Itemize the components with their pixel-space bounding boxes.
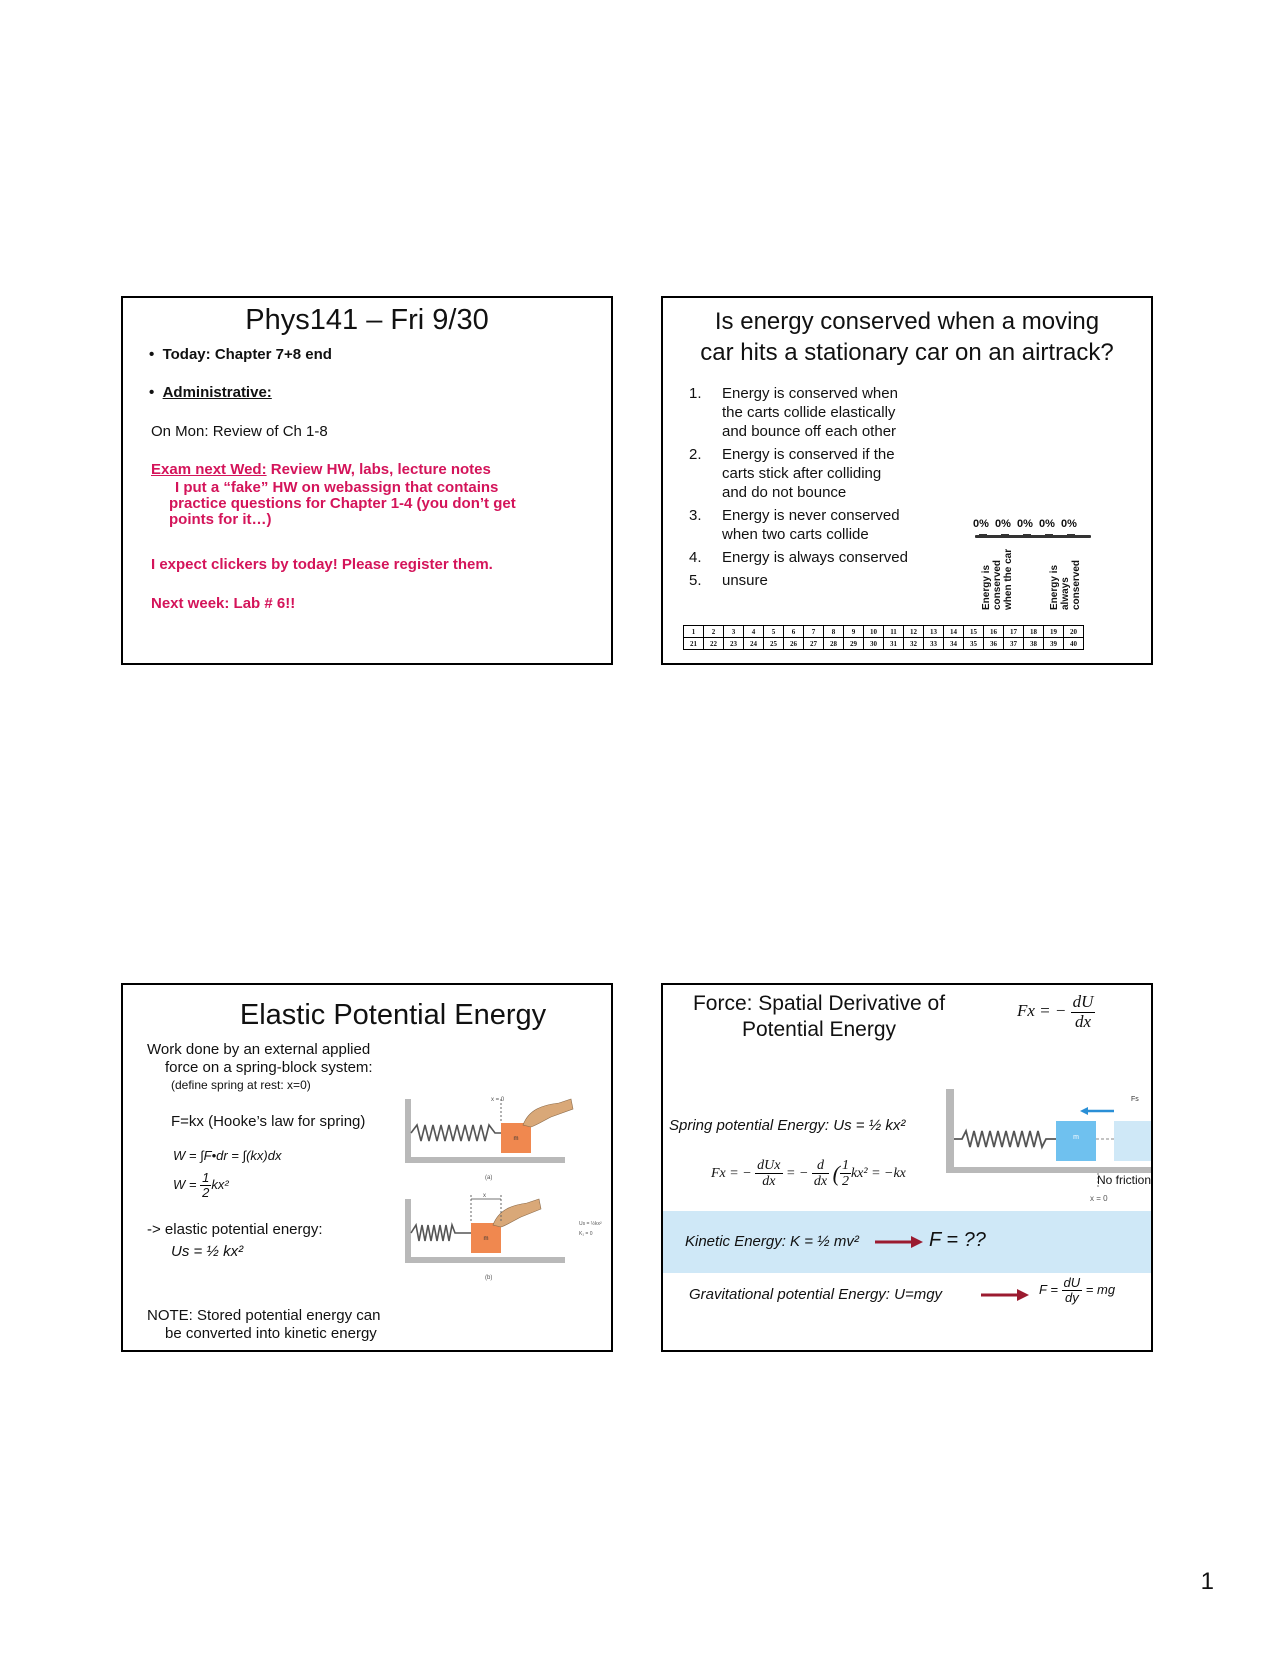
grid-cell: 7 <box>804 626 824 638</box>
option-line: Energy is conserved when <box>722 385 898 402</box>
bullet-admin-text: Administrative: <box>162 384 272 401</box>
eq-rhs: kx² = −kx <box>850 1166 906 1182</box>
poll-value-label: 0% <box>995 518 1011 530</box>
grid-cell: 25 <box>764 638 784 650</box>
title-line: car hits a stationary car on an airtrack? <box>700 339 1114 366</box>
elastic-label: -> elastic potential energy: <box>147 1221 323 1238</box>
page-number: 1 <box>1200 1568 1214 1595</box>
grid-cell: 16 <box>984 626 1004 638</box>
eq-rhs: kx² <box>211 1177 229 1193</box>
grid-cell: 11 <box>884 626 904 638</box>
bullet-dot: • <box>149 346 163 363</box>
exam-line <box>151 461 491 478</box>
title-line: Is energy conserved when a moving <box>714 308 1100 335</box>
paren-open: ( <box>832 1160 840 1186</box>
option-text <box>722 506 900 544</box>
option-number: 5. <box>689 572 702 589</box>
slide-3 <box>121 983 613 1352</box>
kinetic-result: F = ?? <box>929 1229 986 1251</box>
poll-value-label: 0% <box>1017 518 1033 530</box>
arrow-icon <box>981 1288 1029 1302</box>
poll-bar <box>1067 534 1075 535</box>
slide-4 <box>661 983 1153 1352</box>
title-line: Potential Energy <box>741 1018 897 1041</box>
option-text <box>722 445 895 502</box>
tick-line: when the car <box>1003 548 1014 610</box>
eq-fraction <box>755 1158 782 1190</box>
hand-b <box>493 1199 541 1227</box>
poll-bar <box>1023 534 1031 535</box>
hand-a <box>523 1099 573 1127</box>
grid-row <box>684 638 1084 650</box>
note-line: be converted into kinetic energy <box>165 1325 377 1342</box>
fake-hw-line: practice questions for Chapter 1-4 (you don’t get <box>169 495 516 512</box>
grid-cell: 34 <box>944 638 964 650</box>
option-5 <box>689 571 949 590</box>
spring-block-figure <box>401 1095 611 1295</box>
wall <box>405 1099 411 1163</box>
option-list <box>689 384 949 590</box>
grid-body <box>684 626 1084 650</box>
floor <box>405 1157 565 1163</box>
grid-cell: 24 <box>744 638 764 650</box>
fake-hw-line: points for it…) <box>169 511 272 528</box>
grid-cell: 3 <box>724 626 744 638</box>
clickers-note: I expect clickers by today! Please register them. <box>151 556 493 573</box>
grid-row <box>684 626 1084 638</box>
block-label: m <box>1073 1134 1079 1141</box>
grid-cell: 13 <box>924 626 944 638</box>
eq-fraction <box>840 1158 851 1190</box>
frac-num: dU <box>1072 992 1094 1011</box>
frac-den: dx <box>1074 1011 1092 1031</box>
exam-text: Review HW, labs, lecture notes <box>266 461 491 478</box>
spring-pe-label: Spring potential Energy: Us = ½ kx² <box>669 1117 906 1134</box>
grid-cell: 28 <box>824 638 844 650</box>
block-ghost <box>1114 1121 1153 1161</box>
lab-note: Next week: Lab # 6!! <box>151 595 296 612</box>
option-text <box>722 384 898 441</box>
block-label: m <box>513 1136 519 1142</box>
review-text: On Mon: Review of Ch 1-8 <box>151 423 328 440</box>
slide-1 <box>121 296 613 665</box>
wall <box>405 1199 411 1263</box>
frac-num: dUx <box>757 1158 781 1173</box>
grid-cell: 14 <box>944 626 964 638</box>
slide-2 <box>661 296 1153 665</box>
force-arrowhead <box>1080 1107 1088 1115</box>
option-line: the carts collide elastically <box>722 404 896 421</box>
frac-num: d <box>812 1158 829 1174</box>
block-label: m <box>483 1236 489 1242</box>
work-line: force on a spring-block system: <box>165 1059 373 1076</box>
grid-cell: 40 <box>1064 638 1084 650</box>
grid-cell: 19 <box>1044 626 1064 638</box>
grid-cell: 23 <box>724 638 744 650</box>
eq-fraction <box>1062 1276 1083 1306</box>
eq-lhs: W = <box>173 1177 197 1193</box>
kinetic-label: Kinetic Energy: K = ½ mv² <box>685 1233 859 1250</box>
block <box>1056 1121 1096 1161</box>
floor <box>405 1257 565 1263</box>
bullet-admin <box>149 384 272 401</box>
grid-cell: 4 <box>744 626 764 638</box>
frac-den: dy <box>1064 1290 1079 1306</box>
grid-cell: 8 <box>824 626 844 638</box>
poll-tick-label-4 <box>1049 540 1082 610</box>
fake-hw-note <box>169 479 516 528</box>
grid-cell: 33 <box>924 638 944 650</box>
option-number: 1. <box>689 385 702 402</box>
grid-cell: 1 <box>684 626 704 638</box>
option-2 <box>689 445 949 502</box>
poll-value-label: 0% <box>973 518 989 530</box>
arrow-icon <box>875 1235 923 1249</box>
poll-bar <box>979 534 987 535</box>
option-line: and do not bounce <box>722 484 847 501</box>
grid-cell: 12 <box>904 626 924 638</box>
poll-axis <box>975 535 1091 538</box>
option-line: and bounce off each other <box>722 423 897 440</box>
x0-label: x = 0 <box>491 1097 505 1103</box>
option-4 <box>689 548 949 567</box>
poll-value-label: 0% <box>1061 518 1077 530</box>
eq-lhs: Fx = − <box>1017 1001 1067 1021</box>
work-line: Work done by an external applied <box>147 1041 371 1058</box>
x-label: x <box>483 1193 486 1199</box>
slide-title: Elastic Potential Energy <box>239 999 547 1031</box>
grid-cell: 20 <box>1064 626 1084 638</box>
eq-rhs: = mg <box>1085 1282 1116 1298</box>
spring-figure <box>946 1089 1153 1209</box>
grid-cell: 21 <box>684 638 704 650</box>
spring-a <box>411 1125 501 1141</box>
figure-b-label: (b) <box>485 1275 493 1281</box>
option-number: 4. <box>689 549 702 566</box>
slide-title <box>663 991 975 1043</box>
figure-b <box>405 1193 602 1281</box>
grid-cell: 18 <box>1024 626 1044 638</box>
grav-force-equation <box>1039 1276 1115 1306</box>
frac-den: 2 <box>202 1185 210 1201</box>
grid-cell: 31 <box>884 638 904 650</box>
eq-fraction <box>1071 993 1096 1031</box>
grid-cell: 27 <box>804 638 824 650</box>
frac-den: 2 <box>841 1174 849 1190</box>
tick-line: conserved <box>992 559 1003 610</box>
frac-num: 1 <box>841 1158 849 1173</box>
work-equation-1: W = ∫F•dr = ∫(kx)dx <box>173 1148 282 1163</box>
tick-line: always <box>1060 577 1071 610</box>
x0-label: x = 0 <box>1090 1194 1108 1203</box>
force-label: Fs <box>1131 1096 1139 1103</box>
frac-den: dx <box>813 1174 828 1190</box>
grid-cell: 30 <box>864 638 884 650</box>
hooke-law: F=kx (Hooke’s law for spring) <box>171 1113 366 1130</box>
poll-bar <box>1045 534 1053 535</box>
eq-fraction <box>812 1158 829 1190</box>
grid-cell: 39 <box>1044 638 1064 650</box>
grid-cell: 36 <box>984 638 1004 650</box>
grid-cell: 9 <box>844 626 864 638</box>
grid-cell: 32 <box>904 638 924 650</box>
slide-title: Phys141 – Fri 9/30 <box>245 304 489 336</box>
us-formula: Us = ½ kx² <box>171 1243 244 1260</box>
grid-cell: 38 <box>1024 638 1044 650</box>
option-3 <box>689 506 949 544</box>
grid-cell: 2 <box>704 626 724 638</box>
work-equation-2 <box>173 1171 229 1201</box>
grid-cell: 10 <box>864 626 884 638</box>
grid-cell: 15 <box>964 626 984 638</box>
frac-num: 1 <box>202 1170 210 1185</box>
grid-cell: 29 <box>844 638 864 650</box>
eq-mid: = − <box>786 1166 809 1182</box>
option-line: Energy is never conserved <box>722 507 900 524</box>
figure-a <box>405 1097 573 1181</box>
frac-den: dx <box>762 1174 776 1190</box>
spring <box>954 1131 1056 1147</box>
spring-b <box>411 1225 471 1241</box>
grid-cell: 35 <box>964 638 984 650</box>
slide-title <box>663 306 1151 368</box>
bullet-today-text: Today: Chapter 7+8 end <box>162 346 332 363</box>
no-friction-label: No friction <box>1097 1173 1152 1187</box>
poll-tick-label-1 <box>981 540 1014 610</box>
grav-pe-label: Gravitational potential Energy: U=mgy <box>689 1286 943 1303</box>
grid-cell: 5 <box>764 626 784 638</box>
poll-value-label: 0% <box>1039 518 1055 530</box>
arrow-head <box>1017 1289 1029 1301</box>
tick-line: Energy is <box>981 564 992 610</box>
fig-us-label: Us = ½kx² <box>579 1221 602 1227</box>
fake-hw-line: I put a “fake” HW on webassign that contains <box>175 479 499 496</box>
option-text: unsure <box>722 572 768 589</box>
eq-lhs: Fx = − <box>711 1166 752 1182</box>
option-1 <box>689 384 949 441</box>
grid-cell: 6 <box>784 626 804 638</box>
wall <box>946 1089 954 1173</box>
force-definition <box>1017 993 1095 1031</box>
bullet-dot: • <box>149 384 163 401</box>
response-grid <box>683 625 1084 650</box>
title-line: Force: Spatial Derivative of <box>692 992 946 1015</box>
poll-chart <box>973 518 1103 608</box>
spring-derivative <box>711 1158 906 1190</box>
poll-bar <box>1001 534 1009 535</box>
eq-fraction <box>200 1171 211 1201</box>
grid-cell: 26 <box>784 638 804 650</box>
figure-a-label: (a) <box>485 1175 493 1181</box>
bullet-today <box>149 346 332 363</box>
option-number: 3. <box>689 507 702 524</box>
option-line: carts stick after colliding <box>722 465 882 482</box>
option-line: when two carts collide <box>722 526 869 543</box>
option-number: 2. <box>689 446 702 463</box>
exam-label: Exam next Wed: <box>151 461 267 478</box>
grid-cell: 22 <box>704 638 724 650</box>
tick-line: Energy is <box>1049 564 1060 610</box>
frac-num: dU <box>1063 1275 1081 1290</box>
tick-line: conserved <box>1071 559 1082 610</box>
option-text: Energy is always conserved <box>722 549 908 566</box>
arrow-head <box>911 1236 923 1248</box>
note-line: NOTE: Stored potential energy can <box>147 1307 381 1324</box>
fig-k-label: K₁ = 0 <box>579 1231 593 1237</box>
poll-value-labels <box>973 518 1093 534</box>
eq-lhs: F = <box>1039 1282 1058 1298</box>
option-line: Energy is conserved if the <box>722 446 895 463</box>
note-text <box>147 1307 380 1343</box>
grid-cell: 37 <box>1004 638 1024 650</box>
work-text <box>147 1041 373 1077</box>
grid-cell: 17 <box>1004 626 1024 638</box>
define-note: (define spring at rest: x=0) <box>171 1078 311 1092</box>
